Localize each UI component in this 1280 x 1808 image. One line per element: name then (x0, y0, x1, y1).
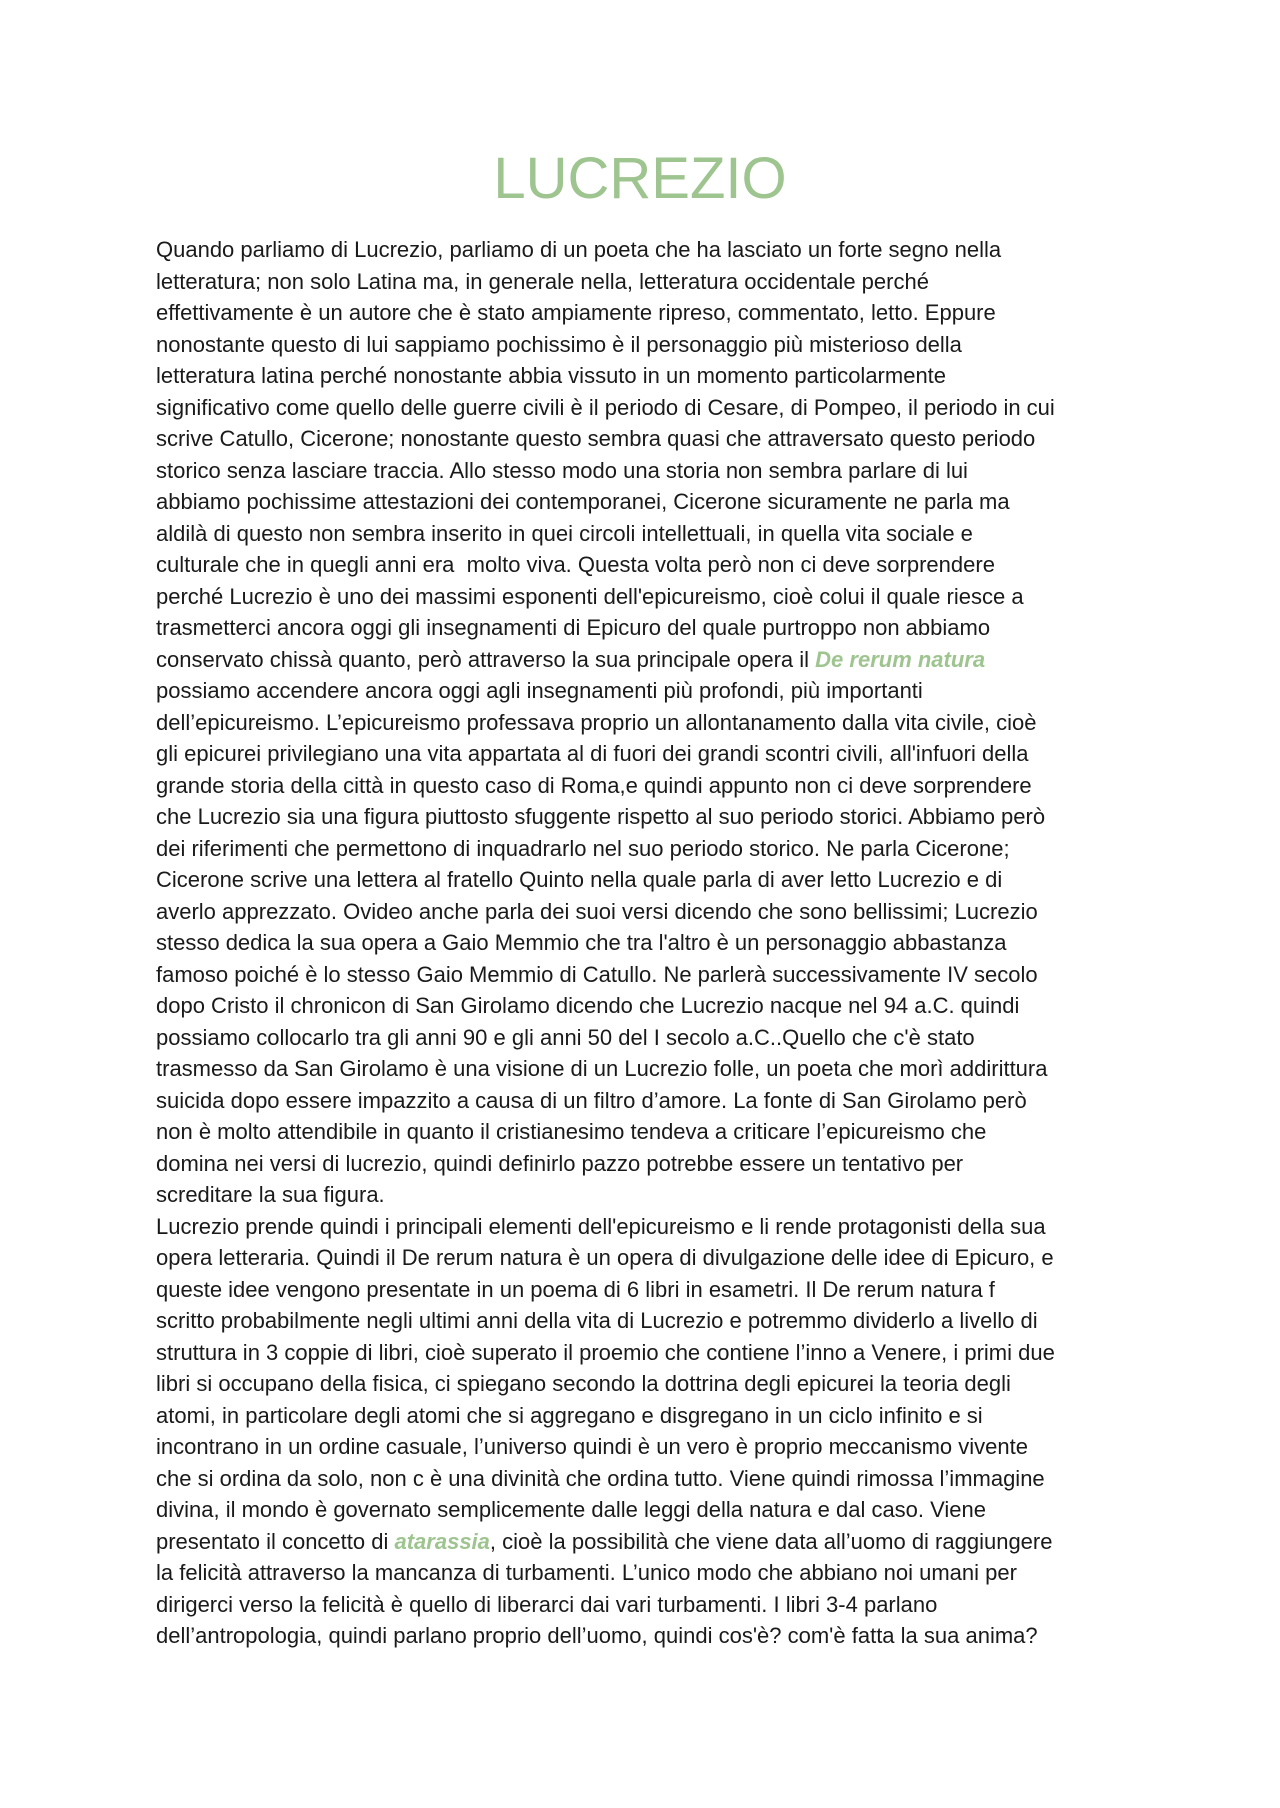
text-segment: perché Lucrezio è uno dei massimi esponenti dell'epicureismo, cioè colui il quale riesce a (156, 583, 1024, 609)
text-line (156, 1179, 1156, 1211)
text-line (156, 738, 1156, 770)
body-text (156, 234, 1156, 1652)
text-line (156, 1085, 1156, 1117)
text-segment: aldilà di questo non sembra inserito in quei circoli intellettuali, in quella vita sociale e (156, 520, 973, 546)
text-segment: possiamo accendere ancora oggi agli insegnamenti più profondi, più importanti (156, 678, 923, 703)
text-segment: trasmetterci ancora oggi gli insegnamenti di Epicuro del quale purtroppo non abbiamo (156, 615, 991, 640)
text-segment: effettivamente è un autore che è stato ampiamente ripreso, commentato, letto. Eppure (156, 300, 996, 325)
text-line (156, 1494, 1156, 1526)
text-segment: opera letteraria. Quindi il De rerum natura è un opera di divulgazione delle idee di Epicuro, e (156, 1245, 1054, 1270)
text-line (156, 266, 1156, 298)
text-line (156, 392, 1156, 424)
text-segment: queste idee vengono presentate in un poema di 6 libri in esametri. Il De rerum natura f (156, 1276, 995, 1302)
text-line (156, 1400, 1156, 1432)
text-line (156, 1211, 1156, 1243)
text-line (156, 959, 1156, 991)
text-line (156, 518, 1156, 550)
text-line (156, 1274, 1156, 1306)
text-segment: domina nei versi di lucrezio, quindi definirlo pazzo potrebbe essere un tentativo per (156, 1150, 964, 1176)
text-segment: dei riferimenti che permettono di inquadrarlo nel suo periodo storico. Ne parla Cicerone; (156, 835, 1010, 861)
text-segment: Lucrezio prende quindi i principali elementi dell'epicureismo e li rende protagonisti della sua (156, 1213, 1046, 1239)
text-segment: grande storia della città in questo caso di Roma,e quindi appunto non ci deve sorprendere (156, 772, 1032, 798)
text-segment: Quando parliamo di Lucrezio, parliamo di un poeta che ha lasciato un forte segno nella (156, 237, 1002, 262)
text-line (156, 612, 1156, 644)
text-segment: significativo come quello delle guerre civili è il periodo di Cesare, di Pompeo, il periodo in cui (156, 394, 1055, 420)
text-line (156, 486, 1156, 518)
text-segment: non è molto attendibile in quanto il cristianesimo tendeva a criticare l’epicureismo che (156, 1119, 987, 1144)
text-line (156, 1116, 1156, 1148)
text-line (156, 1242, 1156, 1274)
text-line (156, 1022, 1156, 1054)
text-line (156, 234, 1156, 266)
text-line (156, 1620, 1156, 1652)
text-segment: atomi, in particolare degli atomi che si aggregano e disgregano in un ciclo infinito e si (156, 1402, 983, 1428)
text-line (156, 1557, 1156, 1589)
text-segment: la felicità attraverso la mancanza di turbamenti. L’unico modo che abbiano noi umani per (156, 1560, 1017, 1585)
text-line (156, 770, 1156, 802)
text-segment: storico senza lasciare traccia. Allo stesso modo una storia non sembra parlare di lui (156, 457, 968, 483)
highlighted-term: atarassia (394, 1528, 490, 1554)
text-line (156, 675, 1156, 707)
text-segment: scritto probabilmente negli ultimi anni della vita di Lucrezio e potremmo dividerlo a livello di (156, 1308, 1038, 1333)
text-line (156, 1368, 1156, 1400)
text-line (156, 297, 1156, 329)
text-line (156, 927, 1156, 959)
text-segment: dopo Cristo il chronicon di San Girolamo dicendo che Lucrezio nacque nel 94 a.C. quindi (156, 993, 1020, 1018)
text-segment: letteratura; non solo Latina ma, in generale nella, letteratura occidentale perché (156, 268, 929, 294)
text-line (156, 1431, 1156, 1463)
text-segment: libri si occupano della fisica, ci spiegano secondo la dottrina degli epicurei la teoria degli (156, 1371, 1011, 1396)
text-segment: dell’antropologia, quindi parlano proprio dell’uomo, quindi cos'è? com'è fatta la sua anima? (156, 1623, 1038, 1648)
page-title: LUCREZIO (493, 146, 787, 211)
highlighted-term: De rerum natura (815, 646, 986, 672)
text-segment: dell’epicureismo. L’epicureismo professava proprio un allontanamento dalla vita civile, cioè (156, 709, 1037, 735)
text-line (156, 1589, 1156, 1621)
text-segment: conservato chissà quanto, però attraverso la sua principale opera il (156, 646, 816, 672)
text-segment: averlo apprezzato. Ovideo anche parla dei suoi versi dicendo che sono bellissimi; Lucrezio (156, 898, 1038, 924)
text-line (156, 329, 1156, 361)
text-line (156, 1337, 1156, 1369)
text-segment: suicida dopo essere impazzito a causa di un filtro d’amore. La fonte di San Girolamo però (156, 1087, 1027, 1113)
text-segment: screditare la sua figura. (156, 1182, 385, 1207)
text-line (156, 1305, 1156, 1337)
text-segment: che Lucrezio sia una figura piuttosto sfuggente rispetto al suo periodo storici. Abbiamo però (156, 804, 1046, 829)
text-segment: trasmesso da San Girolamo è una visione di un Lucrezio folle, un poeta che morì addirittura (156, 1056, 1048, 1081)
text-segment: presentato il concetto di (156, 1528, 395, 1554)
text-segment: gli epicurei privilegiano una vita appartata al di fuori dei grandi scontri civili, all'infuori della (156, 741, 1029, 766)
text-segment: divina, il mondo è governato semplicemente dalle leggi della natura e dal caso. Viene (156, 1497, 987, 1522)
text-line (156, 833, 1156, 865)
text-line (156, 644, 1156, 676)
text-line (156, 801, 1156, 833)
text-line (156, 549, 1156, 581)
text-line (156, 581, 1156, 613)
text-line (156, 896, 1156, 928)
text-segment: , cioè la possibilità che viene data all’uomo di raggiungere (489, 1528, 1053, 1554)
text-segment: che si ordina da solo, non c è una divinità che ordina tutto. Viene quindi rimossa l’immagine (156, 1465, 1045, 1491)
text-segment: letteratura latina perché nonostante abbia vissuto in un momento particolarmente (156, 363, 947, 388)
text-segment: famoso poiché è lo stesso Gaio Memmio di Catullo. Ne parlerà successivamente IV secolo (156, 961, 1038, 987)
text-line (156, 1053, 1156, 1085)
text-segment: struttura in 3 coppie di libri, cioè superato il proemio che contiene l’inno a Venere, i primi due (156, 1339, 1055, 1365)
text-line (156, 1148, 1156, 1180)
text-line (156, 1463, 1156, 1495)
text-segment: stesso dedica la sua opera a Gaio Memmio che tra l'altro è un personaggio abbastanza (156, 930, 1007, 955)
text-segment: abbiamo pochissime attestazioni dei contemporanei, Cicerone sicuramente ne parla ma (156, 489, 1010, 514)
text-line (156, 864, 1156, 896)
text-line (156, 990, 1156, 1022)
text-segment: incontrano in un ordine casuale, l’universo quindi è un vero è proprio meccanismo vivente (156, 1434, 1028, 1459)
text-segment: Cicerone scrive una lettera al fratello Quinto nella quale parla di aver letto Lucrezio e di (156, 867, 1003, 892)
text-line (156, 423, 1156, 455)
text-segment: nonostante questo di lui sappiamo pochissimo è il personaggio più misterioso della (156, 331, 962, 357)
text-line (156, 360, 1156, 392)
text-line (156, 1526, 1156, 1558)
text-line (156, 455, 1156, 487)
text-segment: scrive Catullo, Cicerone; nonostante questo sembra quasi che attraversato questo periodo (156, 426, 1036, 451)
text-segment: dirigerci verso la felicità è quello di liberarci dai vari turbamenti. I libri 3-4 parlano (156, 1591, 938, 1617)
text-segment: possiamo collocarlo tra gli anni 90 e gli anni 50 del I secolo a.C..Quello che c'è stato (156, 1024, 975, 1050)
text-segment: culturale che in quegli anni era molto viva. Questa volta però non ci deve sorprendere (156, 552, 995, 577)
text-line (156, 707, 1156, 739)
